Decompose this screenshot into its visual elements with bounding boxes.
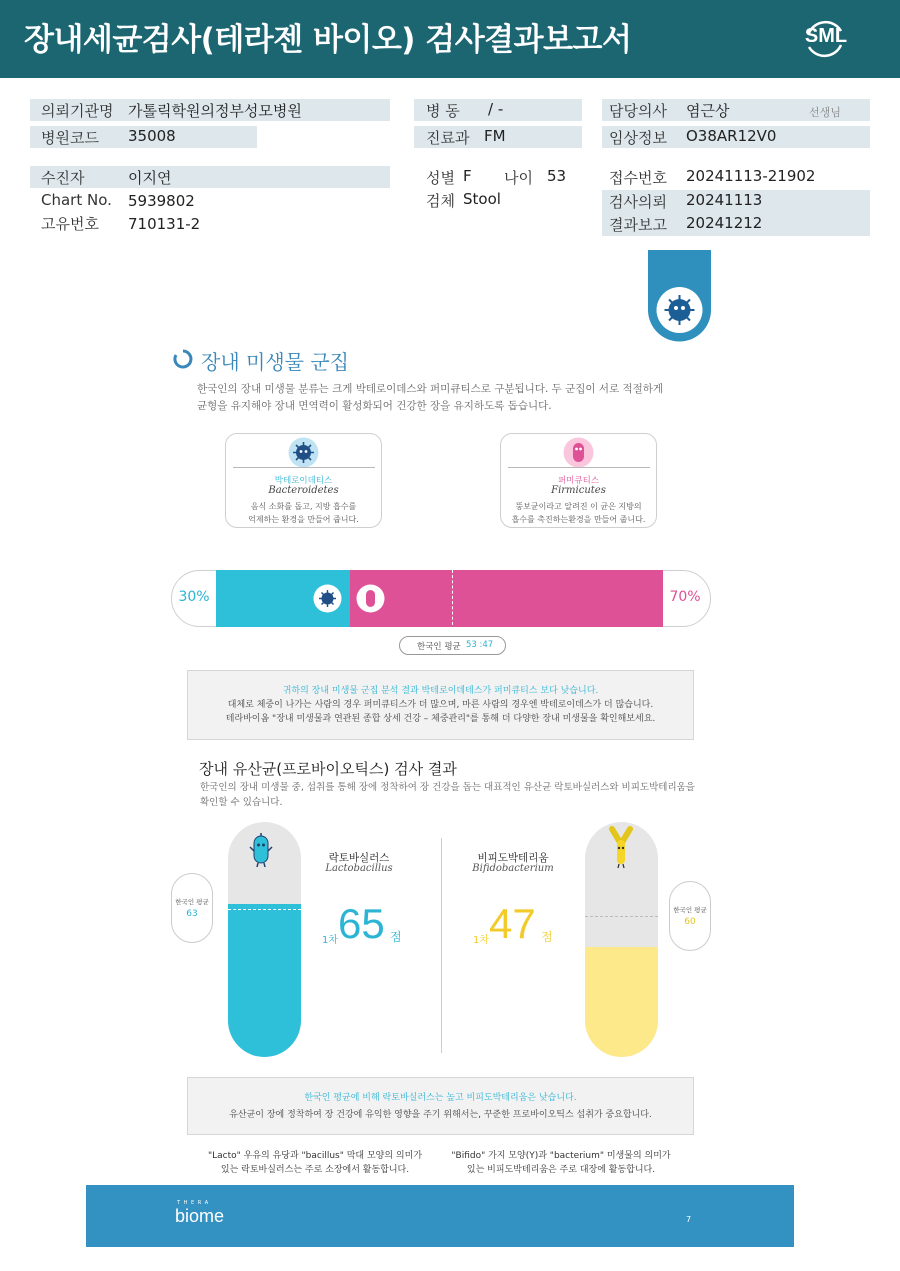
report-label: 결과보고 <box>609 216 667 234</box>
probiotics-note-box <box>187 1077 694 1135</box>
bacteroidetes-marker-icon <box>313 584 342 613</box>
lactobacillus-round: 1차 <box>322 935 339 946</box>
request-label: 검사의뢰 <box>609 193 667 211</box>
chart-no-value: 5939802 <box>128 192 195 210</box>
logo-text: SML <box>804 25 848 47</box>
hospital-code-value: 35008 <box>128 127 176 145</box>
sex-label: 성별 <box>426 169 455 187</box>
ward-label: 병 동 <box>426 102 460 120</box>
average-marker-line <box>452 570 453 630</box>
lactobacillus-average-badge <box>171 873 213 943</box>
firmicutes-divider <box>508 467 650 468</box>
institution-label: 의뢰기관명 <box>41 102 114 120</box>
patient-label: 수진자 <box>41 169 85 187</box>
community-note-2: 테라바이옴 "장내 미생물과 연관된 종합 상세 건강 – 체중관리"를 통해 더 다양한 장내 미생물을 확인해보세요. <box>225 714 656 724</box>
bacteroidetes-desc-2: 억제하는 환경을 만들어 줍니다. <box>248 515 359 524</box>
dept-value: FM <box>484 127 506 145</box>
sex-value: F <box>463 167 472 185</box>
bifidobacterium-average-badge <box>669 881 711 951</box>
footer-brand-small: T H E R A <box>177 1200 210 1206</box>
footer-brand-logo: biome <box>175 1206 225 1226</box>
bacteroidetes-latin: Bacteroidetes <box>268 485 339 496</box>
request-value: 20241113 <box>686 191 763 209</box>
unique-no-label: 고유번호 <box>41 215 99 233</box>
report-value: 20241212 <box>686 214 763 232</box>
lactobacillus-average-value: 63 <box>186 909 198 919</box>
community-title: 장내 미생물 군집 <box>201 350 349 374</box>
bifidobacterium-level <box>585 947 658 1057</box>
average-badge-value: 53 :47 <box>466 640 494 650</box>
bifidobacterium-average-label: 한국인 평균 <box>673 906 707 914</box>
community-desc-1: 한국인의 장내 미생물 분류는 크게 박테로이데스와 퍼미큐티스로 구분됩니다. 두 군집이 서로 적절하게 <box>197 383 664 395</box>
bifidobacterium-score: 47 <box>489 900 536 947</box>
patient-value: 이지연 <box>128 169 172 187</box>
bifidobacterium-average-line <box>585 916 658 917</box>
firmicutes-bar <box>350 570 663 627</box>
bifidobacterium-score-unit: 점 <box>541 930 553 944</box>
community-note-1: 대체로 체중이 나가는 사람의 경우 퍼미큐티스가 더 많으며, 마른 사람의 경우엔 박테로이데스가 더 많습니다. <box>227 700 654 710</box>
bifidobacterium-latin: Bifidobacterium <box>472 863 554 874</box>
age-label: 나이 <box>504 169 533 187</box>
bacteroidetes-icon <box>288 437 319 468</box>
page-number: 7 <box>686 1215 692 1224</box>
doctor-suffix: 선생님 <box>809 106 841 119</box>
firmicutes-name: 퍼미큐티스 <box>557 476 600 486</box>
doctor-value: 염근상 <box>686 102 730 120</box>
hospital-code-label: 병원코드 <box>41 129 99 147</box>
lactobacillus-average-label: 한국인 평균 <box>175 898 209 906</box>
chart-no-label: Chart No. <box>41 191 112 209</box>
ward-value: / - <box>488 100 504 118</box>
microbe-bookmark-icon <box>648 250 711 342</box>
firmicutes-latin: Firmicutes <box>551 485 606 496</box>
lactobacillus-average-line <box>228 909 301 910</box>
clinical-value: O38AR12V0 <box>686 127 777 145</box>
doctor-label: 담당의사 <box>609 102 667 120</box>
probiotics-note-highlight: 한국인 평균에 비해 락토바실러스는 높고 비피도박테리움은 낮습니다. <box>304 1093 577 1103</box>
probiotics-divider <box>441 838 442 1053</box>
community-desc-2: 균형을 유지해야 장내 면역력이 활성화되어 건강한 장을 유지하도록 돕습니다. <box>197 400 552 412</box>
bifidobacterium-fact-2: 있는 비피도박테리움은 주로 대장에 활동합니다. <box>466 1165 656 1175</box>
firmicutes-marker-icon <box>356 584 385 613</box>
lactobacillus-score-unit: 점 <box>390 930 402 944</box>
specimen-label: 검체 <box>426 192 455 210</box>
probiotics-title: 장내 유산균(프로바이오틱스) 검사 결과 <box>199 760 457 778</box>
unique-no-value: 710131-2 <box>128 215 201 233</box>
probiotics-desc-1: 한국인의 장내 미생물 중, 섭취를 통해 장에 정착하여 장 건강을 돕는 대표적인 유산균 락토바실러스와 비피도박테리움을 <box>200 782 695 793</box>
receipt-value: 20241113-21902 <box>686 167 816 185</box>
probiotics-note-1: 유산균이 장에 정착하여 장 건강에 유익한 영향을 주기 위해서는, 꾸준한 프로바이오틱스 섭취가 중요합니다. <box>229 1110 652 1120</box>
bifidobacterium-average-value: 60 <box>684 917 696 927</box>
report-title: 장내세균검사(테라젠 바이오) 검사결과보고서 <box>24 22 632 58</box>
specimen-value: Stool <box>463 190 501 208</box>
lactobacillus-fact-1: "Lacto" 우유의 유당과 "bacillus" 막대 모양의 의미가 <box>207 1151 423 1161</box>
firmicutes-desc-2: 흡수를 촉진하는환경을 만들어 줍니다. <box>511 515 646 524</box>
bifidobacterium-fact-1: "Bifido" 가지 모양(Y)과 "bacterium" 미생물의 의미가 <box>451 1151 671 1161</box>
age-value: 53 <box>547 167 567 185</box>
bifidobacterium-character-icon <box>607 826 635 870</box>
bacteroidetes-percent: 30% <box>178 589 210 605</box>
bifidobacterium-name: 비피도박테리움 <box>477 852 549 864</box>
lactobacillus-latin: Lactobacillus <box>325 863 393 874</box>
bacteroidetes-desc-1: 음식 소화를 돕고, 지방 흡수를 <box>250 502 357 511</box>
dept-label: 진료과 <box>426 129 470 147</box>
bifidobacterium-round: 1차 <box>473 935 490 946</box>
clinical-label: 임상정보 <box>609 129 667 147</box>
community-note-highlight: 귀하의 장내 미생물 군집 분석 결과 박테로이데테스가 퍼미큐티스 보다 낮습니다. <box>282 686 599 696</box>
section-ring-icon <box>173 349 193 369</box>
firmicutes-icon <box>563 437 594 468</box>
receipt-label: 접수번호 <box>609 169 667 187</box>
bacteroidetes-divider <box>233 467 375 468</box>
institution-value: 가톨릭학원의정부성모병원 <box>128 102 302 120</box>
bacteroidetes-name: 박테로이데티스 <box>274 476 333 486</box>
firmicutes-percent: 70% <box>669 589 701 605</box>
probiotics-desc-2: 확인할 수 있습니다. <box>200 797 283 808</box>
lactobacillus-name: 락토바실러스 <box>328 852 390 864</box>
lactobacillus-level <box>228 904 301 1057</box>
lactobacillus-character-icon <box>247 830 275 868</box>
firmicutes-desc-1: 뚱보균이라고 알려진 이 균은 지방의 <box>515 502 642 511</box>
lactobacillus-fact-2: 있는 락토바실러스는 주로 소장에서 활동합니다. <box>220 1165 410 1175</box>
lactobacillus-score: 65 <box>338 900 385 947</box>
average-badge-label: 한국인 평균 <box>417 642 461 652</box>
